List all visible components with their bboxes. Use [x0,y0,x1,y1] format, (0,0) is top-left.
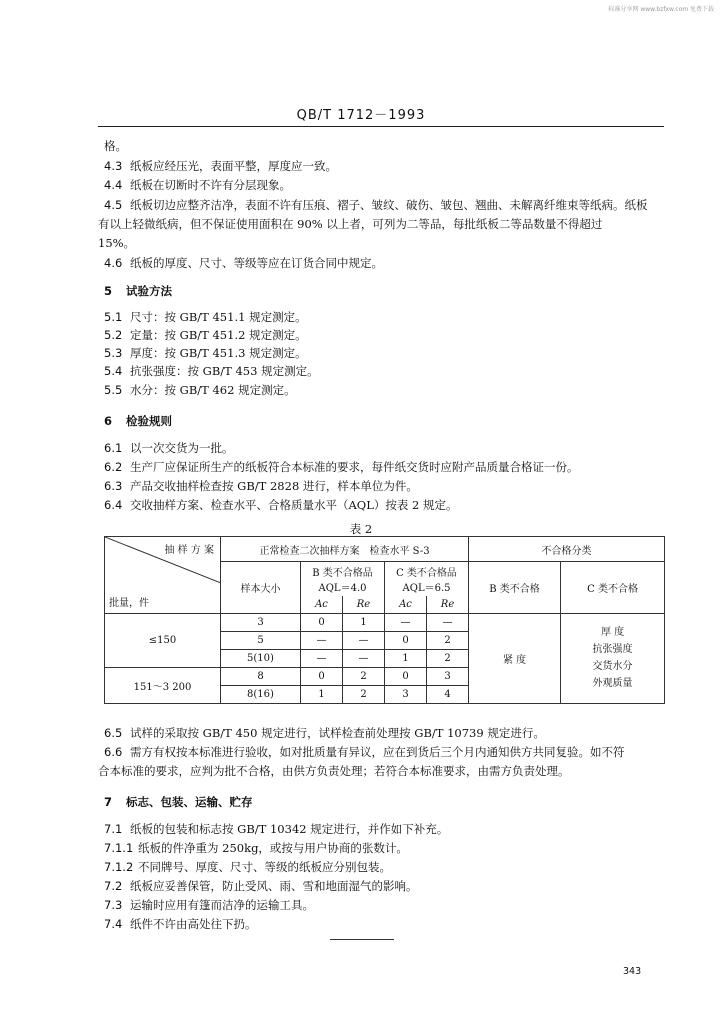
clause-6-2 [104,460,664,475]
clause-7-2 [104,879,664,894]
b-ac-header: Ac [301,596,343,614]
clause-num: 6.4 [104,498,123,512]
section-title: 试验方法 [126,284,172,298]
clause-7-1-2 [104,860,664,875]
page-header: QB/T 1712－1993 [296,108,426,123]
c-ac-header: Ac [385,596,427,614]
clause-num: 7.1.1 [104,841,134,855]
b-items-cell: 紧 度 [469,613,561,703]
clause-num: 7.4 [104,917,123,931]
clause-text: 纸板切边应整齐洁净，表面不许有压痕、褶子、皱纹、破伤、皱包、翘曲、未解离纤维束等纸病。纸板 [130,198,648,212]
clause-num: 7.2 [104,879,123,893]
c-item: 外观质量 [592,678,633,689]
section-title: 标志、包装、运输、贮存 [126,795,253,809]
c-items-cell [561,613,665,703]
section-num: 6 [104,414,113,428]
c-re-cell: 2 [427,631,469,649]
section-6-heading [104,413,172,429]
b-ac-cell: 0 [301,613,343,631]
b-re-cell: 2 [343,685,385,703]
b-aql-header [301,562,385,596]
end-rule [330,939,394,940]
clause-7-1 [104,822,664,837]
defect-class-header: 不合格分类 [469,537,665,562]
clause-5-5 [104,383,664,398]
clause-text: 生产厂应保证所生产的纸板符合本标准的要求，每件纸交货时应附产品质量合格证一份。 [130,460,579,474]
clause-5-2 [104,328,664,343]
clause-num: 5.2 [104,328,123,342]
clause-num: 5.5 [104,383,123,397]
lot-size-cell: ≤150 [105,613,221,667]
clause-4-5-cont [98,217,658,232]
c-aql-label: AQL＝6.5 [402,582,451,594]
corner-bottom-label: 批量，件 [109,597,149,609]
clause-num: 4.4 [104,178,123,192]
clause-num: 6.2 [104,460,123,474]
clause-text: 运输时应用有篷而洁净的运输工具。 [130,898,314,912]
section-num: 5 [104,284,113,298]
corner-top-label: 抽 样 方 案 [164,545,214,556]
sample-size-cell: 3 [221,613,301,631]
clause-num: 7.3 [104,898,123,912]
clause-6-6-cont [98,764,658,779]
sample-size-cell: 8 [221,667,301,685]
c-group-label: C 类不合格品 [396,567,457,579]
section-5-heading [104,283,172,299]
clause-4-5 [104,198,664,213]
clause-text: 纸板应妥善保管，防止受风、雨、雪和地面湿气的影响。 [130,879,418,893]
clause-text: 以一次交货为一批。 [130,441,234,455]
c-re-cell: 3 [427,667,469,685]
clause-6-6 [104,745,664,760]
watermark: 标准分享网 www.bzfxw.com 免费下载 [608,6,714,13]
clause-text: 纸件不许由高处往下扔。 [130,917,257,931]
clause-num: 6.6 [104,745,123,759]
clause-text: 试样的采取按 GB/T 450 规定进行，试样检查前处理按 GB/T 10739 规定进行。 [130,726,545,740]
c-ac-cell: 0 [385,667,427,685]
c-item: 厚 度 [600,627,625,638]
clause-6-3 [104,479,664,494]
clause-text: 产品交收抽样检查按 GB/T 2828 进行，样本单位为件。 [130,479,418,493]
clause-4-6 [104,256,664,271]
clause-7-1-1 [104,841,664,856]
c-aql-header [385,562,469,596]
c-defect-header: C 类不合格 [561,562,665,614]
clause-7-4 [104,917,664,932]
sample-size-cell: 5(10) [221,649,301,667]
b-ac-cell: 1 [301,685,343,703]
b-re-cell: — [343,631,385,649]
b-ac-cell: — [301,649,343,667]
sample-size-header: 样本大小 [221,562,301,614]
clause-text: 尺寸：按 GB/T 451.1 规定测定。 [130,310,307,324]
clause-text: 纸板的包装和标志按 GB/T 10342 规定进行，并作如下补充。 [130,822,449,836]
clause-num: 7.1 [104,822,123,836]
plan-header: 正常检查二次抽样方案 检查水平 S-3 [221,537,469,562]
clause-text: 纸板应经压光，表面平整，厚度应一致。 [130,159,337,173]
clause-4-4 [104,178,664,193]
b-ac-cell: 0 [301,667,343,685]
c-item: 交货水分 [592,661,633,672]
clause-text: 不同牌号、厚度、尺寸、等级的纸板应分别包装。 [138,860,391,874]
c-ac-cell: 1 [385,649,427,667]
section-7-heading [104,794,253,810]
b-aql-label: AQL＝4.0 [318,582,367,594]
continued-text: 格。 [104,139,127,153]
c-re-cell: 2 [427,649,469,667]
table-row [105,613,665,631]
clause-7-3 [104,898,664,913]
clause-num: 4.6 [104,256,123,270]
c-item: 抗张强度 [592,644,633,655]
b-re-cell: 1 [343,613,385,631]
clause-6-4 [104,498,664,513]
clause-text: 纸板的厚度、尺寸、等级等应在订货合同中规定。 [130,256,383,270]
page-number: 343 [623,966,642,977]
clause-text: 合本标准的要求，应判为批不合格，由供方负责处理；若符合本标准要求，由需方负责处理。 [98,764,570,778]
clause-num: 5.1 [104,310,123,324]
b-re-header: Re [343,596,385,614]
c-re-header: Re [427,596,469,614]
b-defect-header: B 类不合格 [469,562,561,614]
clause-text: 有以上轻微纸病，但不保证使用面积在 90% 以上者，可列为二等品，每批纸板二等品数量不得超过 [98,217,603,231]
clause-num: 5.4 [104,364,123,378]
sample-size-cell: 8(16) [221,685,301,703]
clause-num: 4.5 [104,198,123,212]
c-ac-cell: — [385,613,427,631]
clause-4-5-cont2 [98,236,658,251]
clause-5-3 [104,346,664,361]
clause-text: 15%。 [98,236,136,250]
clause-text: 水分：按 GB/T 462 规定测定。 [130,383,296,397]
clause-text: 纸板在切断时不许有分层现象。 [130,178,291,192]
table-corner-cell [105,537,221,614]
b-re-cell: — [343,649,385,667]
section-title: 检验规则 [126,414,172,428]
clause-text: 交收抽样方案、检查水平、合格质量水平（AQL）按表 2 规定。 [130,498,458,512]
clause-num: 6.3 [104,479,123,493]
clause-num: 7.1.2 [104,860,134,874]
clause-5-1 [104,310,664,325]
clause-num: 6.5 [104,726,123,740]
b-ac-cell: — [301,631,343,649]
clause-4-3 [104,159,664,174]
b-re-cell: 2 [343,667,385,685]
c-re-cell: — [427,613,469,631]
clause-num: 4.3 [104,159,123,173]
b-group-label: B 类不合格品 [312,567,373,579]
header-rule [98,126,664,127]
c-ac-cell: 3 [385,685,427,703]
sampling-table [104,536,665,704]
clause-text: 定量：按 GB/T 451.2 规定测定。 [130,328,307,342]
section-num: 7 [104,795,113,809]
clause-6-5 [104,726,664,741]
clause-text: 厚度：按 GB/T 451.3 规定测定。 [130,346,307,360]
clause-num: 5.3 [104,346,123,360]
table-title: 表 2 [349,522,373,536]
clause-num: 6.1 [104,441,123,455]
c-re-cell: 4 [427,685,469,703]
lot-size-cell: 151～3 200 [105,667,221,703]
clause-5-4 [104,364,664,379]
c-ac-cell: 0 [385,631,427,649]
clause-text: 抗张强度：按 GB/T 453 规定测定。 [130,364,319,378]
clause-text: 纸板的件净重为 250kg，或按与用户协商的张数计。 [138,841,408,855]
sample-size-cell: 5 [221,631,301,649]
clause-6-1 [104,441,664,456]
clause-text: 需方有权按本标准进行验收，如对批质量有异议，应在到货后三个月内通知供方共同复验。如不符 [130,745,625,759]
